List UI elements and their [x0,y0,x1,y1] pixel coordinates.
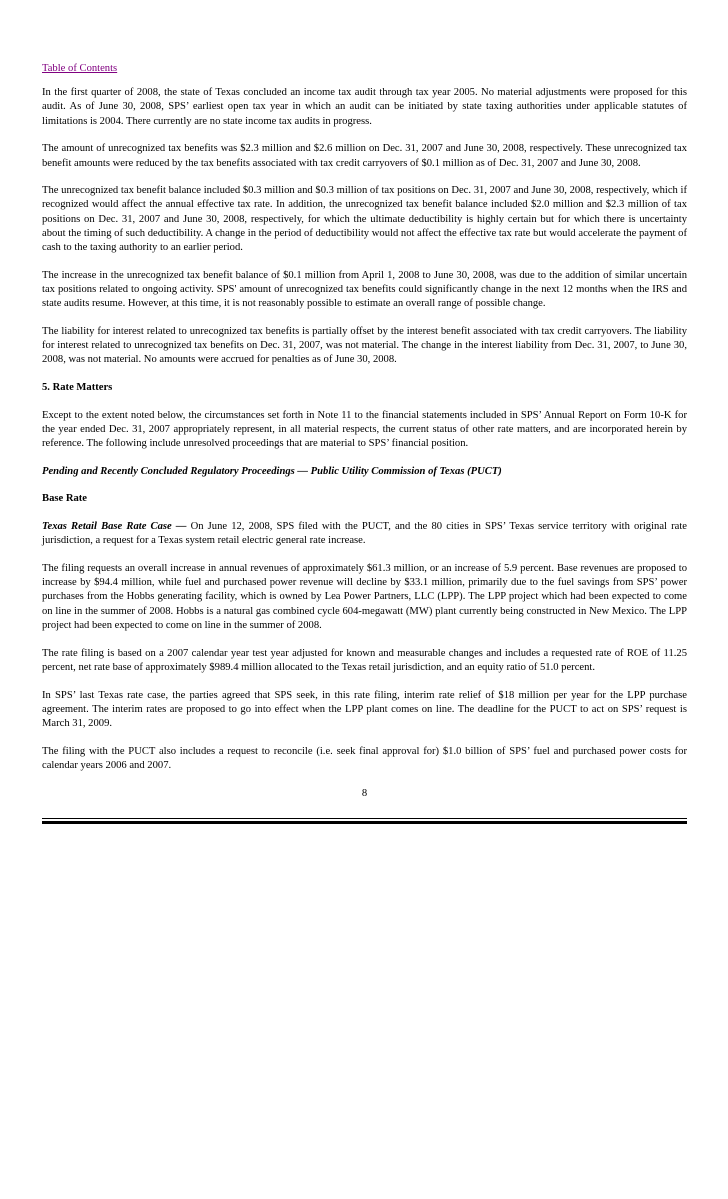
paragraph-rate-matters-intro: Except to the extent noted below, the circumstances set forth in Note 11 to the financial statements included in SPS’ Annual Report on Form 10-K for the year ended Dec. 31, 2007 appropriately represent, in all material respects, the current status of other rate matters, and are incorporated herein by reference. The following include unresolved proceedings that are material to SPS’ financial position. [42,409,687,450]
page-divider-thin [42,818,687,819]
subheading-puct: Pending and Recently Concluded Regulatory Proceedings — Public Utility Commission of Texas (PUCT) [42,465,502,477]
subheading-base-rate: Base Rate [42,493,88,505]
texas-rate-case-lead: Texas Retail Base Rate Case — [42,521,187,533]
paragraph-unrecognized-amount: The amount of unrecognized tax benefits was $2.3 million and $2.6 million on Dec. 31, 2007 and June 30, 2008, respectively. These unrecognized tax benefit amounts were reduced by the tax benefits associated with tax credit carryovers of $0.1 million as of Dec. 31, 2007 and June 30, 2008. [42,143,687,169]
table-of-contents-link[interactable]: Table of Contents [42,63,118,74]
paragraph-interest-liability: The liability for interest related to unrecognized tax benefits is partially offset by the interest benefit associated with tax credit carryovers. The liability for interest related to unrecognized tax benefits on Dec. 31, 2007, was not material. The change in the interest liability from Dec. 31, 2007, to June 30, 2008, was not material. No amounts were accrued for penalties as of June 30, 2008. [42,325,687,366]
texas-rate-case-text: On June 12, 2008, SPS filed with the PUCT, and the 80 cities in SPS’ Texas service territory with original rate jurisdiction, a request for a Texas system retail electric general rate increase. [42,521,687,547]
paragraph-benefit-balance: The unrecognized tax benefit balance included $0.3 million and $0.3 million of tax positions on Dec. 31, 2007 and June 30, 2008, respectively, which if recognized would affect the annual effective tax rate. In addition, the unrecognized tax benefit balance included $2.0 million and $2.3 million of tax positions on Dec. 31, 2007 and June 30, 2008, respectively, for which the ultimate deductibility is highly certain but for which there is uncertainty about the timing of such deductibility. A change in the period of deductibility would not affect the effective tax rate but would accelerate the payment of cash to the taxing authority to an earlier period. [42,185,687,254]
paragraph-interim-relief: In SPS’ last Texas rate case, the parties agreed that SPS seek, in this rate filing, interim rate relief of $18 million per year for the LPP purchase agreement. The interim rates are proposed to go into effect when the LPP plant comes on line. The deadline for the PUCT to act on SPS’ request is March 31, 2009. [42,689,687,729]
paragraph-state-audit: In the first quarter of 2008, the state of Texas concluded an income tax audit through tax year 2005. No material adjustments were proposed for this audit. As of June 30, 2008, SPS’ earliest open tax year in which an audit can be initiated by state taxing authorities under applicable statutes of limitations is 2004. There currently are no state income tax audits in progress. [42,87,687,127]
document-page [42,62,687,801]
page-divider [42,821,687,824]
paragraph-fuel-reconcile: The filing with the PUCT also includes a request to reconcile (i.e. seek final approval for) $1.0 billion of SPS’ fuel and purchased power costs for calendar years 2006 and 2007. [42,745,687,771]
paragraph-rate-filing-basis: The rate filing is based on a 2007 calendar year test year adjusted for known and measurable changes and includes a requested rate of ROE of 11.25 percent, net rate base of approximately $989.4 million allocated to the Texas retail jurisdiction, and an equity ratio of 51.0 percent. [42,647,687,673]
page-number: 8 [361,787,368,799]
paragraph-texas-rate-case [42,520,687,548]
paragraph-balance-increase: The increase in the unrecognized tax benefit balance of $0.1 million from April 1, 2008 to June 30, 2008, was due to the addition of similar uncertain tax positions related to ongoing activity. SPS' amount of unrecognized tax benefits could significantly change in the next 12 months when the IRS and state audits resume. However, at this time, it is not reasonably possible to estimate an overall range of possible change. [42,269,687,310]
paragraph-filing-requests: The filing requests an overall increase in annual revenues of approximately $61.3 million, or an increase of 5.9 percent. Base revenues are proposed to increase by $94.4 million, while fuel and purchased power revenue will decline by $33.1 million, primarily due to the fuel savings from SPS’ power purchases from the Hobbs generating facility, which is owned by Lea Power Partners, LLC (LPP). The LPP project which had been expected to come on line in the summer of 2008. Hobbs is a natural gas combined cycle 604-megawatt (MW) plant currently being constructed in New Mexico. The LPP project had been expected to come on line in the summer of 2008. [42,563,687,631]
section-heading-rate-matters: 5. Rate Matters [42,381,113,393]
